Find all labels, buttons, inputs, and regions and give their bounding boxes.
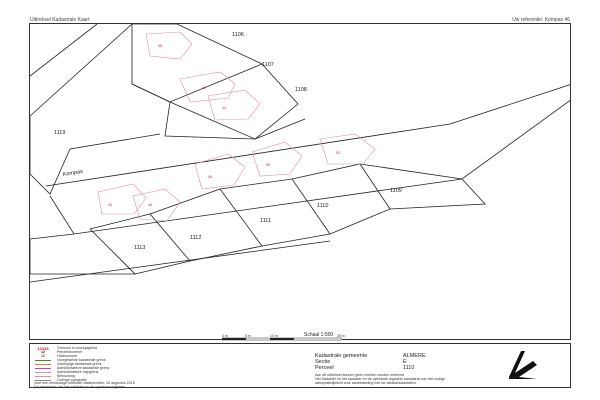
building-outline xyxy=(320,134,375,164)
parcel-label-1119[interactable]: 1119 xyxy=(54,130,66,136)
road-edge-line xyxy=(30,241,330,282)
info-perceel xyxy=(315,365,414,371)
legend-text: Administratieve hulpgrens xyxy=(57,370,99,374)
info-value: E xyxy=(403,359,407,365)
info-label: Kadastrale gemeente xyxy=(315,353,368,359)
legend-text: Voorgestelde kadastrale grens xyxy=(57,358,106,362)
parcel-boundary xyxy=(30,234,74,239)
parcel-label-1113[interactable]: 1113 xyxy=(134,245,146,251)
house-number-label: 42 xyxy=(202,86,206,90)
house-number-label: 52 xyxy=(336,151,340,155)
parcel-label-1111[interactable]: 1111 xyxy=(260,218,272,224)
legend-symbol: 12 xyxy=(41,354,45,358)
parcel-boundary xyxy=(30,229,135,274)
legend-disclaimer: De bewaarder van het kadaster en de openbare registers xyxy=(34,385,126,389)
info-note: Aan dit uittreksel kunnen geen rechten worden ontleend xyxy=(315,373,404,377)
building-outline xyxy=(208,90,260,120)
house-number-label: 44 xyxy=(222,106,226,110)
parcel-label-1107[interactable]: 1107 xyxy=(262,62,274,68)
scale-tick-label: 10 m xyxy=(270,334,278,338)
parcel-label-1112[interactable]: 1112 xyxy=(190,235,202,241)
legend-text: Grenzen in voorlopigheid xyxy=(57,346,97,350)
scale-title: Schaal 1:500 xyxy=(304,332,334,338)
parcel-boundary xyxy=(220,179,330,246)
scale-tick-label: 0 m xyxy=(222,334,228,338)
parcel-boundary xyxy=(132,64,298,139)
map-canvas[interactable] xyxy=(30,24,571,340)
road-edge-line xyxy=(46,84,571,186)
legend-disclaimer: Voor een eenduidige uittreksel dataformulier, 30 augustus 2018 xyxy=(34,381,135,385)
parcel-boundary xyxy=(150,189,262,261)
info-value: ALMERE xyxy=(403,353,426,359)
building-outline xyxy=(252,142,302,176)
info-label: Perceel xyxy=(315,365,334,371)
parcel-boundary xyxy=(292,164,390,234)
parcel-boundary xyxy=(255,119,305,139)
legend-text: Administratieve kadastrale grens xyxy=(57,366,110,370)
scale-tick-label: 5 m xyxy=(245,334,251,338)
legend-text: Voorlopige kadastrale grens xyxy=(57,362,102,366)
legend-text: Overige topografie xyxy=(57,378,87,382)
kadaster-logo-icon xyxy=(505,347,541,383)
legend-text: Huisnummer xyxy=(57,354,78,358)
parcel-label-1106[interactable]: 1106 xyxy=(232,32,244,38)
legend-symbol: 12 xyxy=(41,350,45,354)
parcel-label-1109[interactable]: 1109 xyxy=(390,188,402,194)
scale-tick-label: 25 m xyxy=(337,334,345,338)
legend-symbol: 12345 xyxy=(37,345,49,351)
legend-panel xyxy=(29,343,571,388)
parcel-label-1110[interactable]: 1110 xyxy=(317,203,329,209)
info-value: 1110 xyxy=(403,365,415,371)
parcel-boundary xyxy=(30,116,160,194)
building-outline xyxy=(98,184,146,214)
cadastral-map[interactable] xyxy=(29,23,571,340)
road-edge-line xyxy=(30,24,132,116)
building-outline xyxy=(180,72,235,102)
street-label: Kompas xyxy=(62,168,84,178)
house-number-label: 40 xyxy=(108,203,112,207)
house-number-label: 46 xyxy=(148,203,152,207)
parcel-boundary xyxy=(360,164,485,209)
info-note: Het Kadaster en het kadaster en de openbare registers aanvaardt ook niet nodige xyxy=(315,377,446,381)
info-note: aansprakelijkheid voor aanbesteding met de databankaantallen xyxy=(315,381,416,385)
legend-text: Perceelnummer xyxy=(57,350,83,354)
house-number-label: 50 xyxy=(266,163,270,167)
parcel-label-1108[interactable]: 1108 xyxy=(295,87,307,93)
header-title: Uittreksel Kadastrale Kaart xyxy=(30,17,90,23)
house-number-label: 38 xyxy=(158,44,162,48)
building-outline xyxy=(146,32,192,59)
header-reference: Uw referentie: Kompas 46 xyxy=(512,17,570,23)
parcel-number-labels xyxy=(54,32,402,251)
info-label: Sectie xyxy=(315,359,331,365)
road-edge-line xyxy=(30,24,97,76)
legend-text: Bebouwing xyxy=(57,374,75,378)
house-number-label: 48 xyxy=(208,175,212,179)
